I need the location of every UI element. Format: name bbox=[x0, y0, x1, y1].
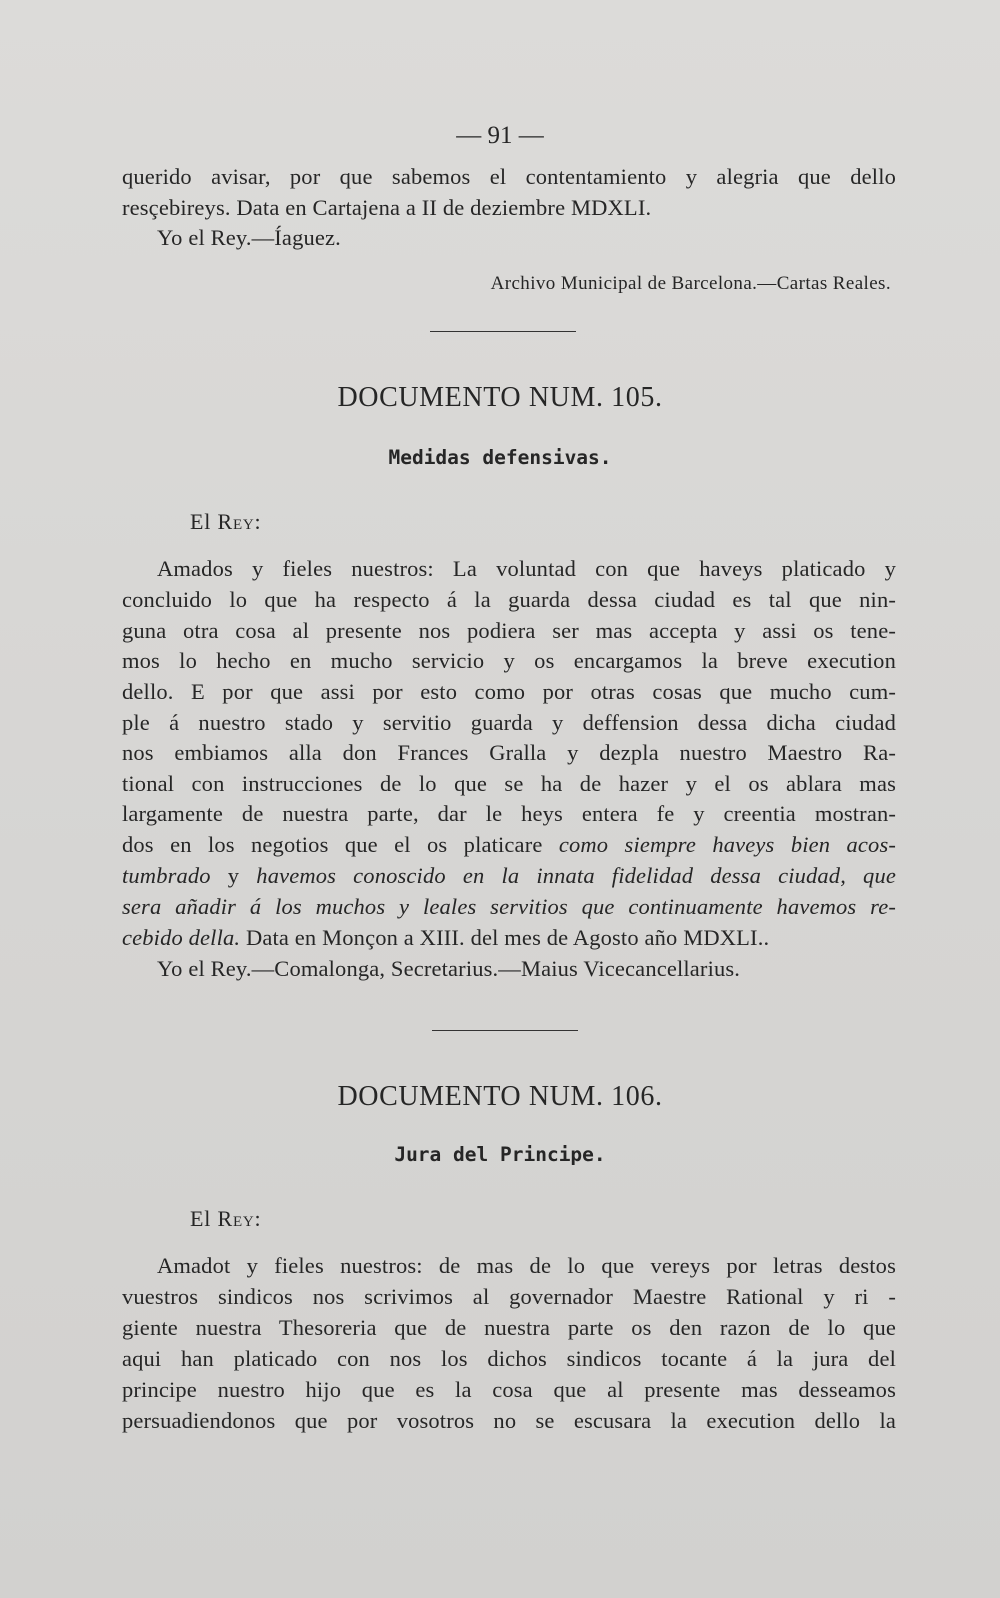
text-line: concluido lo que ha respecto á la guarda dessa ciudad es tal que nin- bbox=[122, 587, 896, 612]
italic-span: cebido della. bbox=[122, 925, 241, 950]
salutation-el: El bbox=[190, 1206, 212, 1231]
text-line: tional con instrucciones de lo que se ha de hazer y el os ablara mas bbox=[122, 771, 896, 796]
text-span: y bbox=[210, 863, 257, 888]
salutation-rey: Rey: bbox=[217, 1206, 262, 1231]
document-heading: DOCUMENTO NUM. 106. bbox=[337, 1081, 663, 1112]
text-line bbox=[122, 893, 896, 921]
signature-line: Yo el Rey.—Comalonga, Secretarius.—Maius Vicecancellarius. bbox=[157, 956, 741, 981]
page-number: — 91 — bbox=[456, 122, 544, 149]
document-subtitle: Medidas defensivas. bbox=[388, 446, 612, 469]
salutation-rey: Rey: bbox=[217, 509, 262, 534]
text-line: querido avisar, por que sabemos el contentamiento y alegria que dello bbox=[122, 164, 896, 189]
text-line: Amados y fieles nuestros: La voluntad con que haveys platicado y bbox=[157, 556, 896, 581]
archive-source: Archivo Municipal de Barcelona.—Cartas Reales. bbox=[490, 273, 891, 294]
signature-line: Yo el Rey.—Íaguez. bbox=[157, 225, 341, 250]
text-line: ple á nuestro stado y servitio guarda y deffension dessa dicha ciudad bbox=[122, 710, 896, 735]
text-line: dello. E por que assi por esto como por otras cosas que mucho cum- bbox=[122, 679, 896, 704]
text-line: mos lo hecho en mucho servicio y os encargamos la breve execution bbox=[122, 648, 896, 673]
text-span: dos en los negotios que el os platicare bbox=[122, 832, 559, 857]
text-line: aqui han platicado con nos los dichos sindicos tocante á la jura del bbox=[122, 1346, 896, 1371]
section-divider bbox=[430, 331, 576, 332]
text-line: vuestros sindicos nos scrivimos al governador Maestre Rational y ri - bbox=[122, 1284, 896, 1309]
text-line: Amadot y fieles nuestros: de mas de lo que vereys por letras destos bbox=[157, 1253, 896, 1278]
text-line bbox=[122, 862, 896, 890]
salutation-el: El bbox=[190, 509, 212, 534]
text-line: principe nuestro hijo que es la cosa que al presente mas desseamos bbox=[122, 1377, 896, 1402]
text-line: persuadiendonos que por vosotros no se escusara la execution dello la bbox=[122, 1408, 896, 1433]
salutation bbox=[190, 1205, 261, 1233]
text-line: largamente de nuestra parte, dar le heys entera fe y creentia mostran- bbox=[122, 801, 896, 826]
document-subtitle: Jura del Principe. bbox=[394, 1143, 606, 1166]
italic-span: sera añadir á los muchos y leales servitios que continuamente havemos re- bbox=[122, 894, 896, 919]
italic-span: tumbrado bbox=[122, 863, 211, 888]
text-line: nos embiamos alla don Frances Gralla y dezpla nuestro Maestro Ra- bbox=[122, 740, 896, 765]
document-heading: DOCUMENTO NUM. 105. bbox=[337, 382, 663, 413]
italic-span: como siempre haveys bien acos- bbox=[558, 832, 897, 857]
salutation bbox=[190, 508, 261, 536]
text-line bbox=[122, 831, 896, 859]
text-line: guna otra cosa al presente nos podiera ser mas accepta y assi os tene- bbox=[122, 618, 896, 643]
text-line: resçebireys. Data en Cartajena a II de deziembre MDXLI. bbox=[122, 195, 652, 220]
section-divider bbox=[432, 1030, 578, 1031]
italic-span: havemos conoscido en la innata fidelidad dessa ciudad, que bbox=[256, 863, 896, 888]
text-line: giente nuestra Thesoreria que de nuestra parte os den razon de lo que bbox=[122, 1315, 896, 1340]
text-line bbox=[122, 924, 896, 952]
text-span: Data en Monçon a XIII. del mes de Agosto año MDXLI.. bbox=[240, 925, 770, 950]
